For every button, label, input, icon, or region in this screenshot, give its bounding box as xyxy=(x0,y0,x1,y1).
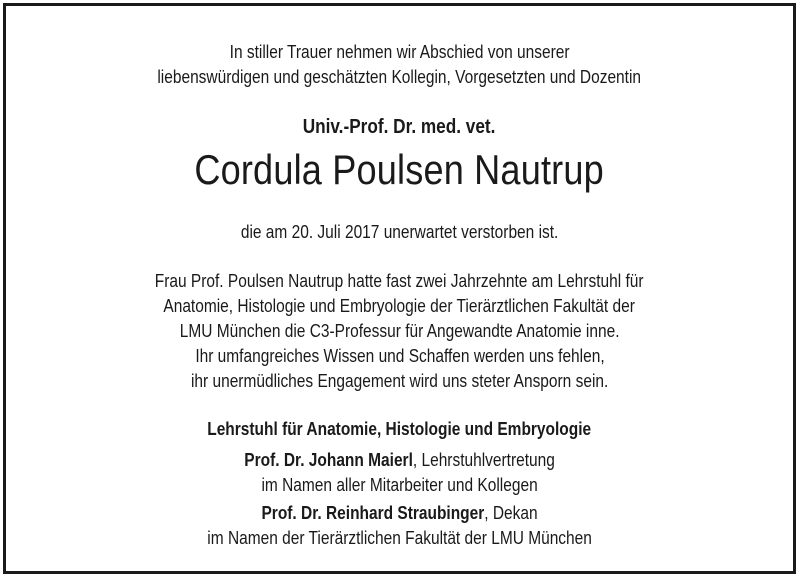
body-line-2: Anatomie, Histologie und Embryologie der Tierärztlichen Fakultät der xyxy=(163,296,636,316)
intro-line-2: liebenswürdigen und geschätzten Kollegin, Vorgesetzten und Dozentin xyxy=(157,67,642,87)
intro-line-1: In stiller Trauer nehmen wir Abschied von unserer xyxy=(229,42,570,62)
signer-2-name: Prof. Dr. Reinhard Straubinger xyxy=(261,503,485,523)
signer-1-name: Prof. Dr. Johann Maierl xyxy=(244,450,413,470)
body-line-5: ihr unermüdliches Engagement wird uns steter Ansporn sein. xyxy=(190,371,609,391)
obituary-content xyxy=(6,6,793,571)
deceased-name: Cordula Poulsen Nautrup xyxy=(194,146,605,193)
body-line-3: LMU München die C3-Professur für Angewandte Anatomie inne. xyxy=(179,321,620,341)
signer-2-role: , Dekan xyxy=(484,503,538,523)
signer-1-role: , Lehrstuhlvertretung xyxy=(412,450,555,470)
academic-title: Univ.-Prof. Dr. med. vet. xyxy=(303,116,496,138)
chair-name: Lehrstuhl für Anatomie, Histologie und Embryologie xyxy=(207,419,592,439)
date-line: die am 20. Juli 2017 unerwartet verstorben ist. xyxy=(240,222,559,242)
signer-1 xyxy=(6,448,793,472)
body-line-4: Ihr umfangreiches Wissen und Schaffen werden uns fehlen, xyxy=(194,346,605,366)
body-line-1: Frau Prof. Poulsen Nautrup hatte fast zwei Jahrzehnte am Lehrstuhl für xyxy=(155,271,644,291)
signer-2-on-behalf: im Namen der Tierärztlichen Fakultät der LMU München xyxy=(207,528,592,548)
signer-2 xyxy=(6,501,793,525)
signer-1-on-behalf: im Namen aller Mitarbeiter und Kollegen xyxy=(261,475,538,495)
obituary-frame xyxy=(3,3,796,574)
